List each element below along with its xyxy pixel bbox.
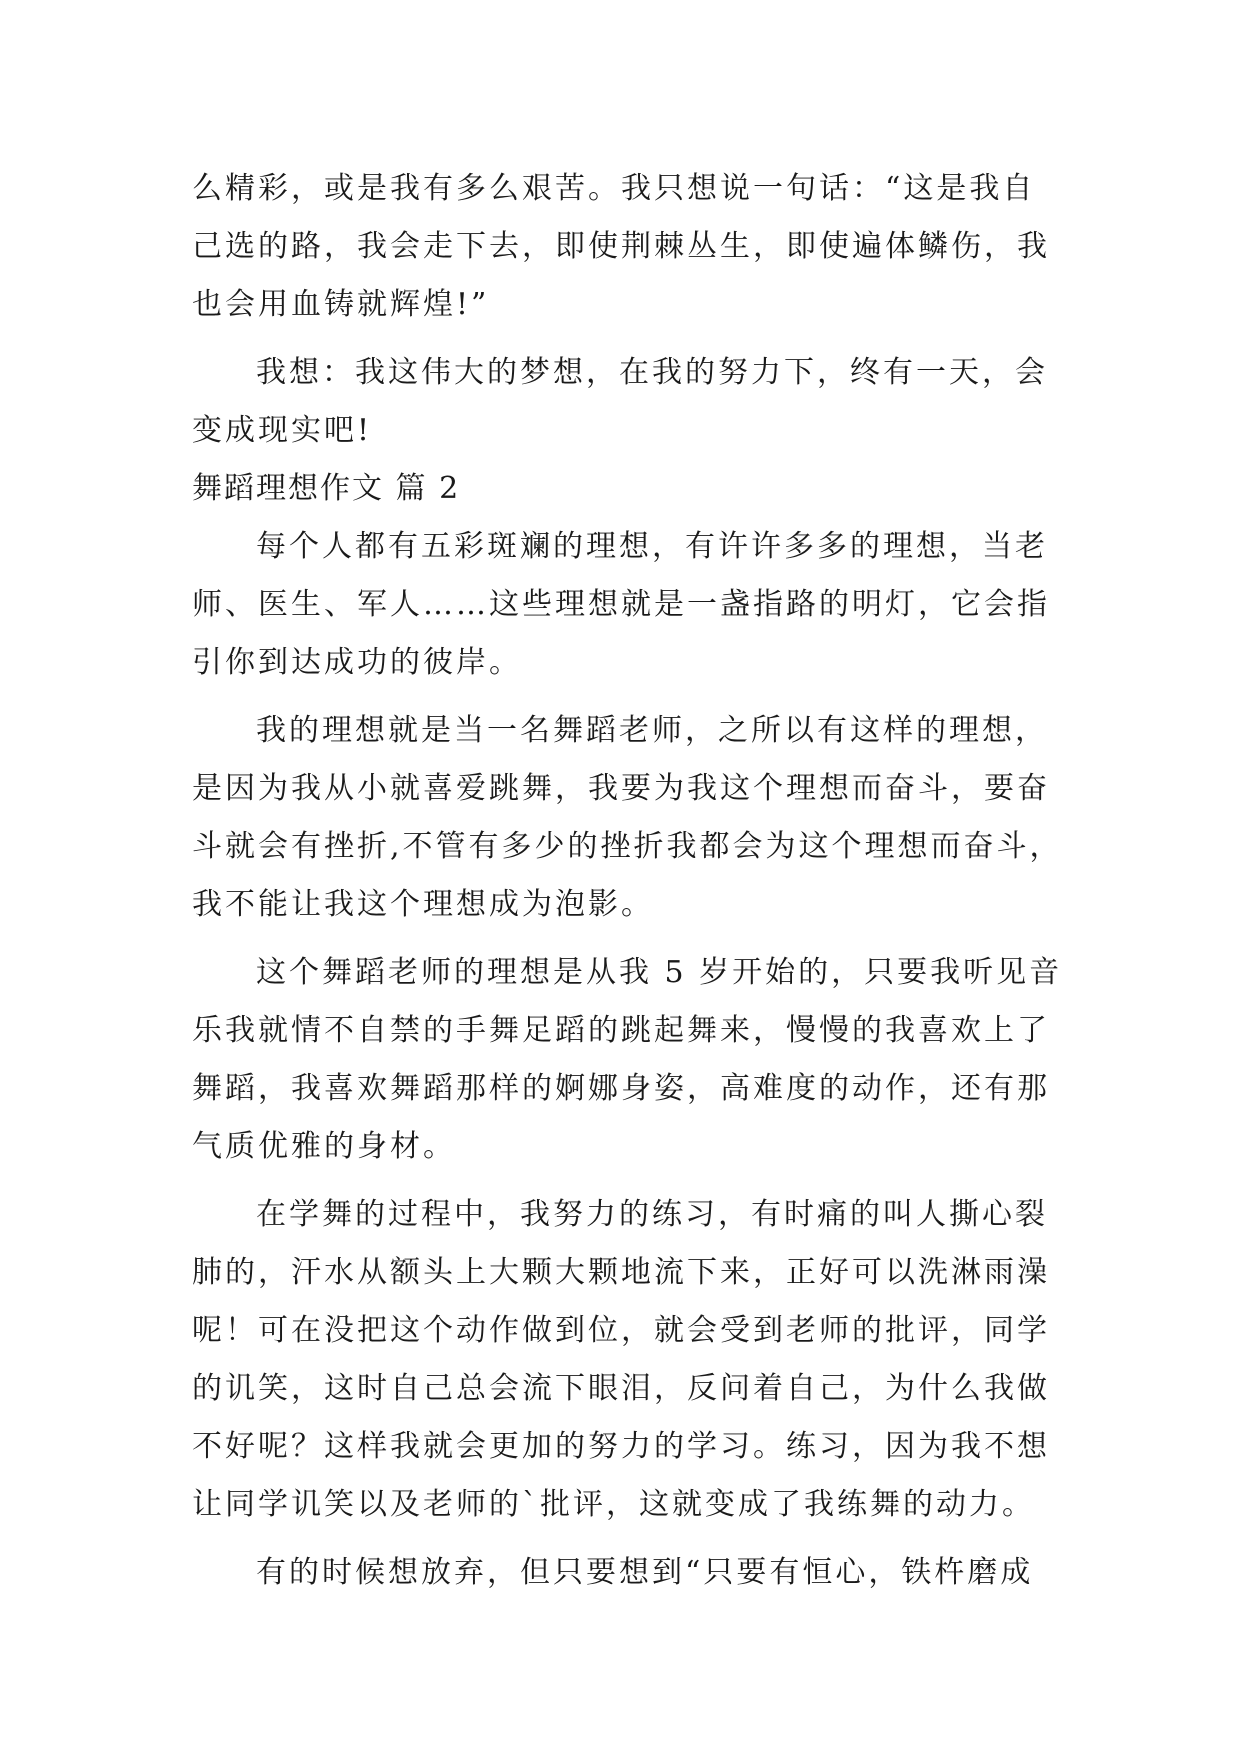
paragraph-line: 有的时候想放弃，但只要想到“只要有恒心，铁杵磨成 (256, 1555, 1034, 1590)
paragraph-line: 引你到达成功的彼岸。 (192, 645, 522, 680)
paragraph-line: 我不能让我这个理想成为泡影。 (192, 887, 654, 922)
paragraph-line: 变成现实吧! (192, 413, 373, 448)
paragraph-line: 肺的，汗水从额头上大颗大颗地流下来，正好可以洗淋雨澡 (192, 1255, 1050, 1290)
paragraph-line: 是因为我从小就喜爱跳舞，我要为我这个理想而奋斗，要奋 (192, 771, 1050, 806)
paragraph-line: 每个人都有五彩斑斓的理想，有许许多多的理想，当老 (256, 529, 1048, 564)
paragraph-line: 师、医生、军人……这些理想就是一盏指路的明灯，它会指 (192, 587, 1050, 622)
section-heading: 舞蹈理想作文 篇 2 (192, 471, 461, 506)
paragraph-line: 己选的路，我会走下去，即使荆棘丛生，即使遍体鳞伤，我 (192, 229, 1050, 264)
paragraph-line: 气质优雅的身材。 (192, 1129, 456, 1164)
paragraph-line: 这个舞蹈老师的理想是从我 5 岁开始的，只要我听见音 (256, 955, 1063, 990)
paragraph-line: 让同学讥笑以及老师的`批评，这就变成了我练舞的动力。 (192, 1487, 1035, 1522)
paragraph-line: 乐我就情不自禁的手舞足蹈的跳起舞来，慢慢的我喜欢上了 (192, 1013, 1050, 1048)
paragraph-line: 么精彩，或是我有多么艰苦。我只想说一句话：“这是我自 (192, 171, 1036, 206)
paragraph-line: 舞蹈，我喜欢舞蹈那样的婀娜身姿，高难度的动作，还有那 (192, 1071, 1050, 1106)
paragraph-line: 不好呢？这样我就会更加的努力的学习。练习，因为我不想 (192, 1429, 1050, 1464)
paragraph-line: 在学舞的过程中，我努力的练习，有时痛的叫人撕心裂 (256, 1197, 1048, 1232)
paragraph-line: 斗就会有挫折,不管有多少的挫折我都会为这个理想而奋斗， (192, 829, 1063, 864)
paragraph-line: 的讥笑，这时自己总会流下眼泪，反问着自己，为什么我做 (192, 1371, 1050, 1406)
essay-text (192, 160, 1063, 1602)
paragraph-line: 我想：我这伟大的梦想，在我的努力下，终有一天，会 (256, 355, 1048, 390)
paragraph-line: 我的理想就是当一名舞蹈老师，之所以有这样的理想， (256, 713, 1048, 748)
paragraph-line: 也会用血铸就辉煌!” (192, 287, 490, 322)
paragraph-line: 呢！可在没把这个动作做到位，就会受到老师的批评，同学 (192, 1313, 1050, 1348)
